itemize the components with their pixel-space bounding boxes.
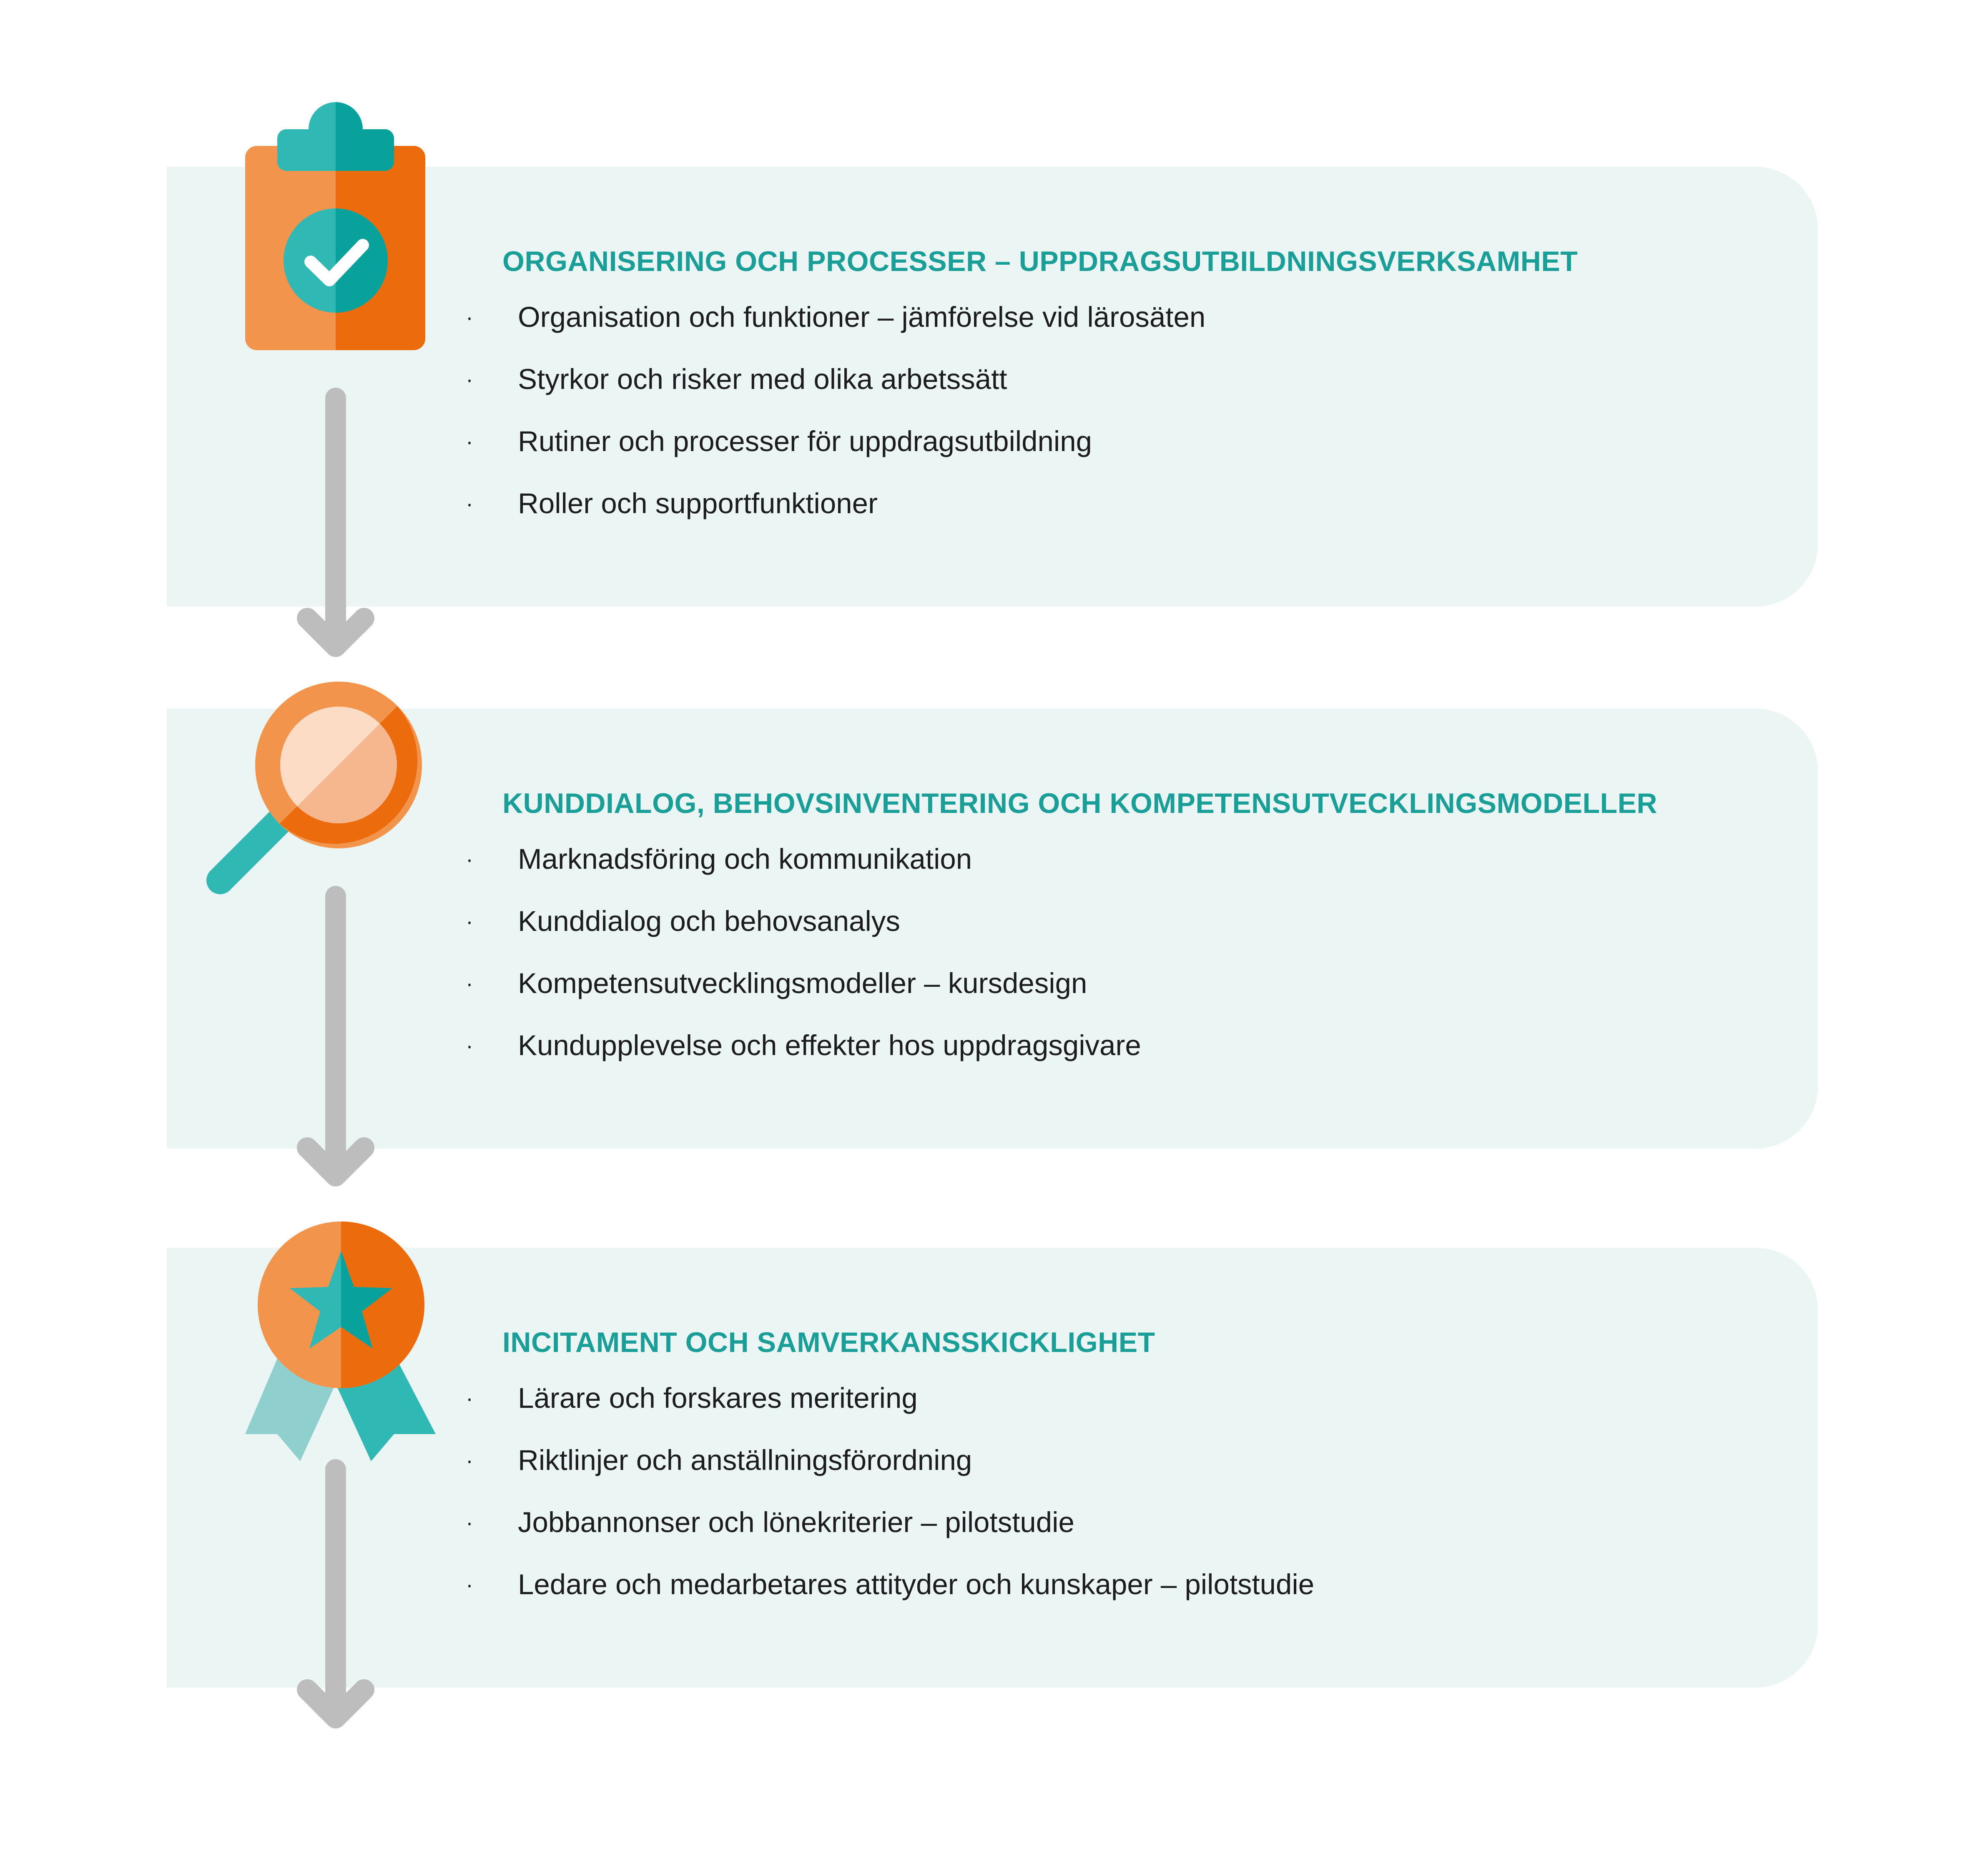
bullet-dot: ·: [466, 491, 473, 516]
section-title: INCITAMENT OCH SAMVERKANSSKICKLIGHET: [502, 1327, 1155, 1358]
bullet-dot: ·: [466, 909, 473, 934]
bullet-dot: ·: [466, 305, 473, 330]
list-item-text: Kompetensutvecklingsmodeller – kursdesign: [518, 967, 1087, 999]
clipboard-check-icon: [245, 102, 425, 350]
award-ribbon-icon: [245, 1221, 436, 1461]
list-item-text: Riktlinjer och anställningsförordning: [518, 1444, 972, 1476]
magnifying-glass-icon: [220, 682, 422, 880]
section-title: KUNDDIALOG, BEHOVSINVENTERING OCH KOMPETENSUTVECKLINGSMODELLER: [502, 788, 1658, 819]
bullet-dot: ·: [466, 1386, 473, 1411]
list-item-text: Kunddialog och behovsanalys: [518, 905, 900, 937]
list-item-text: Lärare och forskares meritering: [518, 1382, 918, 1414]
bullet-dot: ·: [466, 1448, 473, 1473]
flow-arrow: [307, 1470, 364, 1718]
flow-arrow: [307, 896, 364, 1176]
bullet-dot: ·: [466, 1033, 473, 1058]
list-item-text: Styrkor och risker med olika arbetssätt: [518, 363, 1007, 395]
bullet-dot: ·: [466, 971, 473, 996]
list-item-text: Organisation och funktioner – jämförelse vid lärosäten: [518, 301, 1206, 333]
bullet-dot: ·: [466, 367, 473, 392]
list-item-text: Jobbannonser och lönekriterier – pilotstudie: [518, 1506, 1074, 1538]
bullet-dot: ·: [466, 1572, 473, 1597]
flow-arrow: [307, 398, 364, 647]
list-item-text: Roller och supportfunktioner: [518, 487, 878, 519]
list-item-text: Marknadsföring och kommunikation: [518, 843, 972, 875]
bullet-dot: ·: [466, 1510, 473, 1535]
bullet-dot: ·: [466, 847, 473, 872]
section-title: ORGANISERING OCH PROCESSER – UPPDRAGSUTBILDNINGSVERKSAMHET: [502, 246, 1578, 277]
list-item-text: Ledare och medarbetares attityder och kunskaper – pilotstudie: [518, 1568, 1315, 1600]
bullet-dot: ·: [466, 429, 473, 454]
list-item-text: Rutiner och processer för uppdragsutbildning: [518, 425, 1092, 457]
list-item-text: Kundupplevelse och effekter hos uppdragsgivare: [518, 1029, 1141, 1061]
